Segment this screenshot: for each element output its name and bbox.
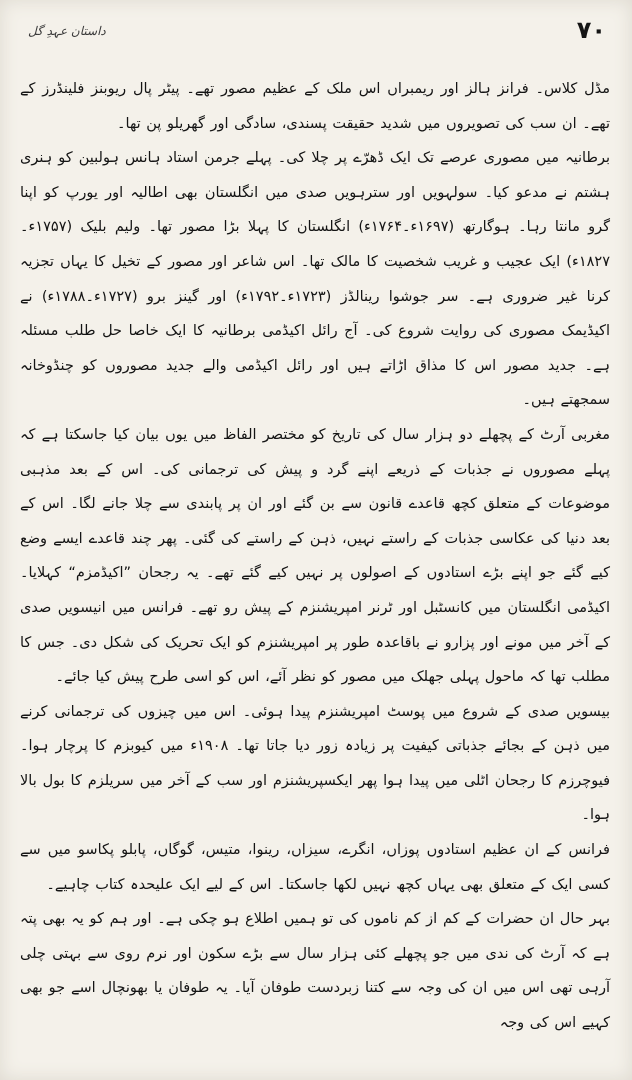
paragraph-art-river: بہر حال ان حضرات کے کم از کم ناموں کی تو ہمیں اطلاع ہو چکی ہے۔ اور ہم کو یہ بھی پتہ ہے کہ آرٹ کی ندی میں جو پچھلے کئی ہزار سال سے بڑے سکون اور نرم روی سے بہتی چلی آرہی تھی اس میں ان کی وجہ سے کتنا زبردست طوفان آیا۔ یہ طوفان یا بھونچال اسے جو بھی کہیے اس کی وجہ: [20, 911, 610, 1032]
running-header: [20, 14, 610, 58]
book-title: داستان عہدِ گل: [28, 24, 106, 38]
body-text: [20, 72, 610, 1041]
page-number: ۷۰: [576, 16, 606, 44]
paragraph-western-art-history: مغربی آرٹ کے پچھلے دو ہزار سال کی تاریخ کو مختصر الفاظ میں یوں بیان کیا جاسکتا ہے کہ پہلے مصوروں نے جذبات کے ذریعے اپنے گرد و پیش کی ترجمانی کی۔ اس کے بعد مذہبی موضوعات کے متعلق کچھ قاعدے قانون سے بن گئے اور ان پر پابندی سے چلا جانے لگا۔ اس کے بعد دنیا کی عکاسی جذبات کے راستے نہیں، ذہن کے راستے کی گئی۔ پھر چند قاعدے ایسے وضع کیے گئے جو اپنے بڑے استادوں کے اصولوں پر نہیں کیے گئے تھے۔ یہ رجحان ”اکیڈمزم“ کہلایا۔ اکیڈمی انگلستان میں کانسٹبل اور ٹرنر امپریشنزم کے پیش رو تھے۔ فرانس میں انیسویں صدی کے آخر میں مونے اور پزارو نے باقاعدہ طور پر امپریشنزم کو ایک تحریک کی شکل دی۔ جس کا مطلب تھا کہ ماحول پہلی جھلک میں مصور کو نظر آئے، اس کو اسی طرح پیش کیا جائے۔: [20, 426, 610, 686]
paragraph-french-masters: فرانس کے ان عظیم استادوں پوزاں، انگرے، سیزاں، رینوا، متیس، گوگاں، پابلو پکاسو میں سے کسی ایک کے متعلق بھی یہاں کچھ نہیں لکھا جاسکتا۔ اس کے لیے ایک علیحدہ کتاب چاہیے۔: [20, 842, 610, 893]
paragraph-dutch-painters: مڈل کلاس۔ فرانز ہالز اور ریمبراں اس ملک کے عظیم مصور تھے۔ پیٹر پال ریوبنز فلینڈرز کے تھے۔ ان سب کی تصویروں میں شدید حقیقت پسندی، سادگی اور گھریلو پن تھا۔: [20, 81, 610, 132]
paragraph-british-painting: برطانیہ میں مصوری عرصے تک ایک ڈھرّے پر چلا کی۔ پہلے جرمن استاد ہانس ہولبین کو ہنری ہشتم نے مدعو کیا۔ سولہویں اور سترہویں صدی میں انگلستان بھی اطالیہ اور یورپ کو اپنا گرو مانتا رہا۔ ہوگارتھ (۱۶۹۷ء۔۱۷۶۴ء) انگلستان کا پہلا بڑا مصور تھا۔ ولیم بلیک (۱۷۵۷ء۔۱۸۲۷ء) ایک عجیب و غریب شخصیت کا مالک تھا۔ اس شاعر اور مصور کے تخیل کا یہاں تجزیہ کرنا غیر ضروری ہے۔ سر جوشوا رینالڈز (۱۷۲۳ء۔۱۷۹۲ء) اور گینز برو (۱۷۲۷ء۔۱۷۸۸ء) نے اکیڈیمک مصوری کی روایت شروع کی۔ آج رائل اکیڈمی برطانیہ کا ایک خاصا حل طلب مسئلہ ہے۔ جدید مصور اس کا مذاق اڑاتے ہیں اور رائل اکیڈمی والے جدید مصوروں کو چنڈوخانہ سمجھتے ہیں۔: [20, 150, 611, 409]
paragraph-twentieth-century: بیسویں صدی کے شروع میں پوسٹ امپریشنزم پیدا ہوئی۔ اس میں چیزوں کی ترجمانی کرنے میں ذہن کے بجائے جذباتی کیفیت پر زیادہ زور دیا جاتا تھا۔ ۱۹۰۸ء میں کیوبزم کا پرچار ہوا۔ فیوچرزم کا رجحان اٹلی میں پیدا ہوا پھر ایکسپریشنزم اور سب کے آخر میں سریلزم کا بول بالا ہوا۔: [20, 703, 610, 824]
